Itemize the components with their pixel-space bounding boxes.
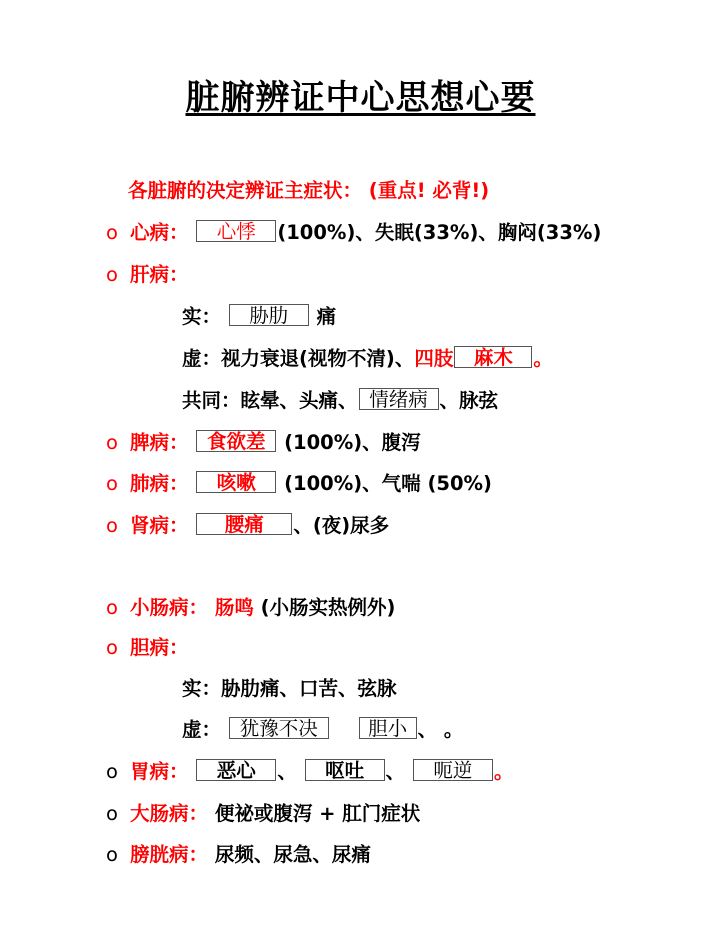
bladder-row xyxy=(106,841,371,869)
liver-def-label: 虚： xyxy=(182,347,222,370)
liver-excess-box: 胁肋 xyxy=(229,304,309,326)
kidney-rest: 、(夜)尿多 xyxy=(293,514,390,537)
liver-excess-rest: 痛 xyxy=(316,305,337,328)
bullet: o xyxy=(106,431,118,454)
stomach-label: 胃病： xyxy=(130,760,189,783)
large-intestine-text: 便祕或腹泻 + 肛门症状 xyxy=(214,802,421,825)
bladder-label: 膀胱病： xyxy=(130,843,209,866)
kidney-row xyxy=(106,512,389,540)
spleen-label: 脾病： xyxy=(130,431,189,454)
bullet: o xyxy=(106,596,118,619)
spleen-rest: (100%)、腹泻 xyxy=(284,431,421,454)
lung-label: 肺病： xyxy=(130,472,189,495)
heart-row xyxy=(106,219,601,247)
gallbladder-excess-text: 胁肋痛、口苦、弦脉 xyxy=(221,677,397,700)
bullet: o xyxy=(106,472,118,495)
liver-def-box: 麻木 xyxy=(454,346,532,368)
bullet: o xyxy=(106,221,118,244)
stomach-end: 。 xyxy=(493,760,514,783)
gallbladder-label: 胆病： xyxy=(130,636,189,659)
gallbladder-row xyxy=(106,634,189,662)
spleen-answer-box: 食欲差 xyxy=(196,430,276,452)
liver-common-text: 眩晕、头痛、 xyxy=(240,389,358,412)
large-intestine-row xyxy=(106,800,420,828)
bullet: o xyxy=(106,802,118,825)
bullet: o xyxy=(106,514,118,537)
bullet: o xyxy=(106,843,118,866)
liver-deficiency-row xyxy=(182,345,553,373)
bladder-text: 尿频、尿急、尿痛 xyxy=(214,843,371,866)
lung-rest: (100%)、气喘 (50%) xyxy=(284,472,492,495)
small-intestine-red: 肠鸣 xyxy=(214,596,254,619)
lung-answer-box: 咳嗽 xyxy=(196,471,276,493)
heart-rest: (100%)、失眠(33%)、胸闷(33%) xyxy=(277,221,602,244)
stomach-box2: 呕吐 xyxy=(305,759,385,781)
heart-answer-box: 心悸 xyxy=(196,220,276,242)
small-intestine-label: 小肠病： xyxy=(130,596,209,619)
stomach-box3: 呃逆 xyxy=(413,759,493,781)
kidney-answer-box: 腰痛 xyxy=(196,513,292,535)
gallbladder-excess-row xyxy=(182,675,397,703)
gallbladder-def-label: 虚： xyxy=(182,718,222,741)
bullet: o xyxy=(106,636,118,659)
heart-label: 心病： xyxy=(130,221,189,244)
gallbladder-excess-label: 实： xyxy=(182,677,222,700)
liver-def-red: 四肢 xyxy=(414,347,454,370)
liver-common-rest: 、脉弦 xyxy=(439,389,499,412)
large-intestine-label: 大肠病： xyxy=(130,802,209,825)
small-intestine-rest: (小肠实热例外) xyxy=(260,596,396,619)
gallbladder-def-rest: 、 。 xyxy=(417,718,464,741)
stomach-row xyxy=(106,758,513,786)
liver-excess-label: 实： xyxy=(182,305,222,328)
stomach-sep2: 、 xyxy=(385,760,406,783)
gallbladder-deficiency-row xyxy=(182,716,463,744)
liver-common-row xyxy=(182,387,498,415)
bullet: o xyxy=(106,263,118,286)
liver-row xyxy=(106,261,189,289)
liver-common-label: 共同： xyxy=(182,389,241,412)
bullet: o xyxy=(106,760,118,783)
gallbladder-def-box2: 胆小 xyxy=(359,717,417,739)
subtitle: 各脏腑的决定辨证主症状： (重点! 必背!) xyxy=(128,179,490,202)
stomach-sep1: 、 xyxy=(277,760,297,783)
small-intestine-row xyxy=(106,594,395,622)
page-title: 脏腑辨证中心思想心要 xyxy=(185,78,536,118)
kidney-label: 肾病： xyxy=(130,514,189,537)
spleen-row xyxy=(106,429,421,457)
lung-row xyxy=(106,470,492,498)
liver-excess-row xyxy=(182,303,336,331)
liver-def-end: 。 xyxy=(533,347,553,370)
liver-def-text: 视力衰退(视物不清)、 xyxy=(221,347,415,370)
stomach-box1: 恶心 xyxy=(196,759,276,781)
liver-common-box: 情绪病 xyxy=(359,388,439,410)
liver-label: 肝病： xyxy=(130,263,189,286)
gallbladder-def-box1: 犹豫不决 xyxy=(229,717,329,739)
